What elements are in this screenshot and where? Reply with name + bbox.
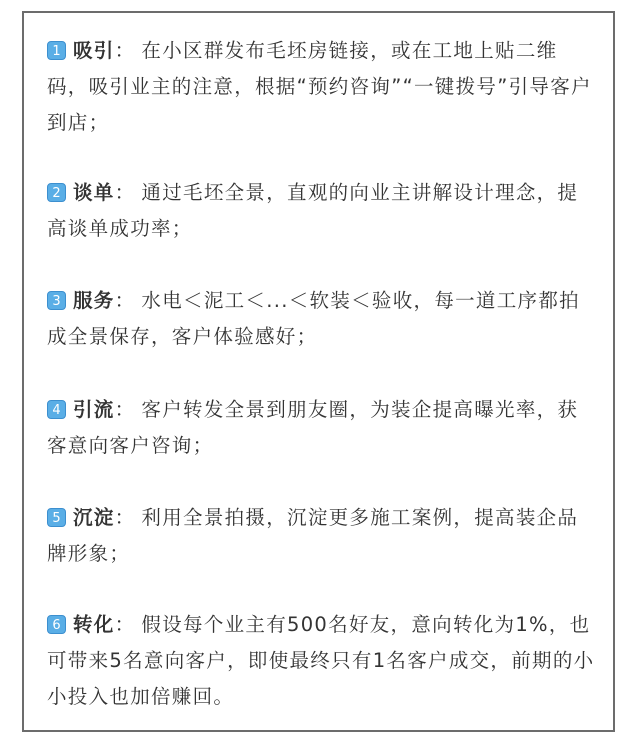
item-text: 通过毛坯全景，直观的向业主讲解设计理念，提高谈单成功率； — [47, 181, 579, 240]
item-title: 引流 — [73, 398, 115, 421]
item-title: 谈单 — [73, 181, 115, 204]
item-title: 沉淀 — [73, 506, 115, 529]
circled-number-6-icon: 6 — [47, 615, 66, 634]
item-text: 在小区群发布毛坯房链接，或在工地上贴二维码，吸引业主的注意，根据“预约咨询”“一键拨号”引导客户到店； — [47, 39, 592, 134]
item-text: 客户转发全景到朋友圈，为装企提高曝光率，获客意向客户咨询； — [47, 398, 579, 457]
item-separator: ： — [114, 181, 136, 204]
list-item-conversion — [47, 607, 597, 715]
circled-number-3-icon: 3 — [47, 291, 66, 310]
item-text: 假设每个业主有500名好友，意向转化为1%，也可带来5名意向客户，即使最终只有1名客户成交，前期的小小投入也加倍赚回。 — [47, 613, 595, 708]
item-separator: ： — [114, 506, 136, 529]
item-title: 吸引 — [73, 39, 115, 62]
circled-number-5-icon: 5 — [47, 508, 66, 527]
item-separator: ： — [114, 39, 136, 62]
item-text: 利用全景拍摄，沉淀更多施工案例，提高装企品牌形象； — [47, 506, 579, 565]
circled-number-1-icon: 1 — [47, 41, 66, 60]
list-item-accumulate — [47, 500, 597, 572]
content-frame — [22, 11, 615, 732]
item-separator: ： — [114, 398, 136, 421]
item-title: 转化 — [73, 613, 115, 636]
circled-number-2-icon: 2 — [47, 183, 66, 202]
item-title: 服务 — [73, 289, 115, 312]
item-separator: ： — [114, 289, 136, 312]
list-item-traffic — [47, 392, 597, 464]
circled-number-4-icon: 4 — [47, 400, 66, 419]
item-text: 水电＜泥工＜...＜软装＜验收，每一道工序都拍成全景保存，客户体验感好； — [47, 289, 580, 348]
list-item-attract — [47, 33, 597, 141]
list-item-deal — [47, 175, 597, 247]
item-separator: ： — [114, 613, 136, 636]
list-item-service — [47, 283, 597, 355]
